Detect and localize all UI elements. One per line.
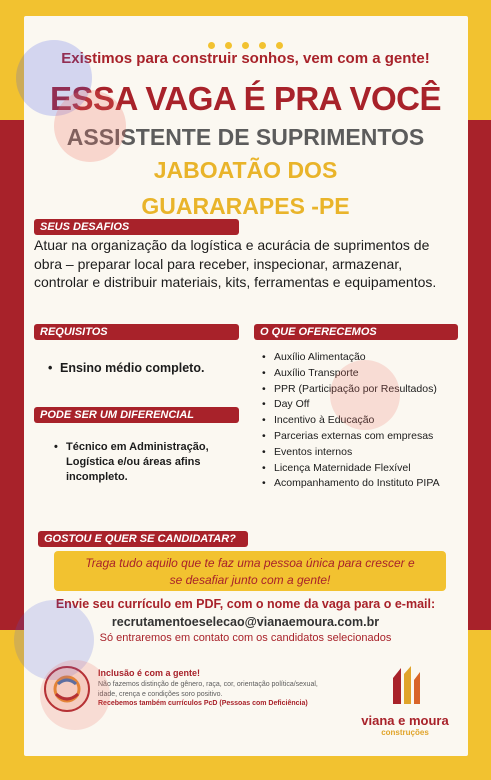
- overlay-blob: [54, 90, 126, 162]
- requisitos-list: [48, 361, 204, 375]
- contact-email[interactable]: recrutamentoeselecao@vianaemoura.com.br: [111, 615, 380, 629]
- section-label-candidatar: GOSTOU E QUER SE CANDIDATAR?: [38, 531, 248, 547]
- city-line-2: GUARARAPES -PE: [141, 193, 350, 219]
- logo-subtitle: construções: [381, 728, 429, 737]
- job-location: [0, 152, 491, 224]
- diferencial-item: • Técnico em Administração, Logística e/ou áreas afins incompleto.: [54, 440, 239, 485]
- contact-note: Só entraremos em contato com os candidatos selecionados: [99, 632, 392, 644]
- beneficio-item: • Licença Maternidade Flexível: [262, 461, 467, 477]
- beneficio-item: • PPR (Participação por Resultados): [262, 382, 467, 398]
- beneficio-item: • Auxílio Alimentação: [262, 350, 467, 366]
- beneficio-item: • Eventos internos: [262, 445, 467, 461]
- section-label-diferencial: PODE SER UM DIFERENCIAL: [34, 407, 239, 423]
- banner-line-1: Traga tudo aquilo que te faz uma pessoa única para crescer e: [85, 556, 415, 570]
- diferencial-list: [54, 440, 239, 485]
- overlay-blob: [40, 660, 110, 730]
- beneficio-item: • Incentivo à Educação: [262, 413, 467, 429]
- overlay-blob: [330, 360, 400, 430]
- headline: Existimos para construir sonhos, vem com a gente!: [61, 50, 430, 67]
- beneficio-item: • Auxílio Transporte: [262, 366, 467, 382]
- logo-name: viana e moura: [361, 713, 449, 728]
- beneficio-item: • Acompanhamento do Instituto PIPA: [262, 476, 467, 492]
- inclusion-text: Não fazemos distinção de gênero, raça, cor, orientação política/sexual, idade, crença e condições soro positivo.: [98, 681, 318, 698]
- logo-mark-icon: [387, 664, 423, 706]
- inclusion-title: Inclusão é com a gente!: [98, 668, 201, 678]
- beneficio-item: • Parcerias externas com empresas: [262, 429, 467, 445]
- job-title: ASSISTENTE DE SUPRIMENTOS: [66, 124, 425, 150]
- beneficio-item: • Day Off: [262, 397, 467, 413]
- main-title: ESSA VAGA É PRA VOCÊ: [50, 80, 441, 117]
- section-label-requisitos: REQUISITOS: [34, 324, 239, 340]
- send-instructions: Envie seu currículo em PDF, com o nome da vaga para o e-mail:: [55, 597, 436, 611]
- desafios-text: Atuar na organização da logística e acurácia de suprimentos de obra – preparar local para receber, inspecionar, armazenar, controlar e distribuir materiais, kits, ferramentas e equipamentos.: [34, 237, 437, 290]
- requisito-item: • Ensino médio completo.: [48, 361, 204, 375]
- section-label-oferecemos: O QUE OFERECEMOS: [254, 324, 458, 340]
- banner-line-2: se desafiar junto com a gente!: [169, 573, 331, 587]
- section-label-desafios: SEUS DESAFIOS: [34, 219, 239, 235]
- inclusion-pcd-note: Recebemos também currículos PcD (Pessoas com Deficiência): [98, 700, 308, 707]
- invitation-banner: [54, 551, 446, 591]
- company-logo: [360, 664, 450, 737]
- city-line-1: JABOATÃO DOS: [153, 157, 338, 183]
